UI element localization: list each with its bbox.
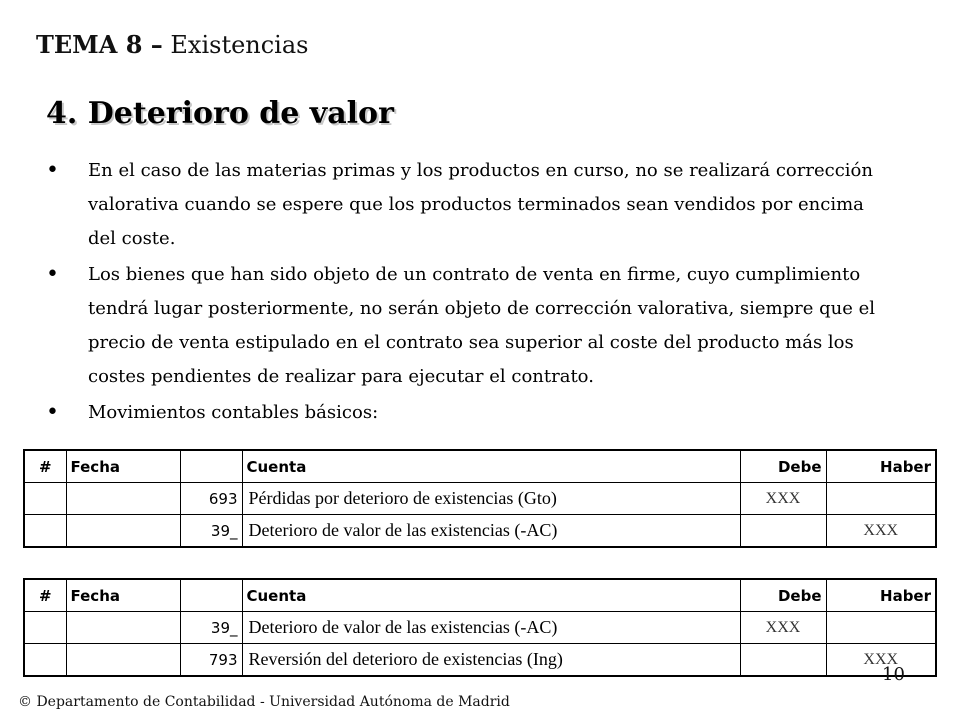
bullet-item	[44, 154, 884, 256]
cell-account-code: 39_	[180, 612, 242, 644]
bullet-icon: •	[46, 158, 59, 183]
bullet-item	[44, 258, 884, 394]
slide-title: 4. Deterioro de valor	[46, 96, 394, 131]
col-header-date: Fecha	[66, 579, 180, 612]
header-topic-bold: TEMA 8 –	[36, 30, 163, 59]
table-row	[24, 612, 936, 644]
col-header-credit: Haber	[826, 579, 936, 612]
col-header-number: #	[24, 579, 66, 612]
cell-account-code: 39_	[180, 515, 242, 548]
bullet-text: En el caso de las materias primas y los productos en curso, no se realizará corrección valorativa cuando se espere que los productos terminados sean vendidos por encima del coste.	[88, 160, 873, 249]
cell-credit	[826, 483, 936, 515]
cell-debit: XXX	[740, 483, 826, 515]
footer-copyright: © Departamento de Contabilidad - Universidad Autónoma de Madrid	[18, 694, 510, 710]
col-header-debit: Debe	[740, 450, 826, 483]
cell-account-name: Reversión del deterioro de existencias (Ing)	[242, 644, 740, 677]
cell-account-code: 693	[180, 483, 242, 515]
table-row	[24, 515, 936, 548]
bullet-item	[44, 396, 884, 430]
page-number: 10	[882, 664, 905, 685]
cell-date	[66, 612, 180, 644]
slide-header	[36, 30, 308, 59]
cell-credit: XXX	[826, 644, 936, 677]
header-topic-rest: Existencias	[170, 31, 309, 59]
cell-debit	[740, 515, 826, 548]
table-row	[24, 483, 936, 515]
cell-date	[66, 483, 180, 515]
col-header-number: #	[24, 450, 66, 483]
cell-debit	[740, 644, 826, 677]
table-header-row	[24, 579, 936, 612]
col-header-date: Fecha	[66, 450, 180, 483]
col-header-code	[180, 579, 242, 612]
bullet-text: Movimientos contables básicos:	[88, 402, 379, 423]
cell-debit: XXX	[740, 612, 826, 644]
col-header-debit: Debe	[740, 579, 826, 612]
cell-number	[24, 612, 66, 644]
cell-account-name: Deterioro de valor de las existencias (-AC)	[242, 612, 740, 644]
cell-credit: XXX	[826, 515, 936, 548]
col-header-account: Cuenta	[242, 579, 740, 612]
cell-number	[24, 483, 66, 515]
cell-number	[24, 515, 66, 548]
cell-date	[66, 644, 180, 677]
cell-number	[24, 644, 66, 677]
cell-credit	[826, 612, 936, 644]
col-header-code	[180, 450, 242, 483]
bullet-icon: •	[46, 262, 59, 287]
journal-table-2	[23, 578, 937, 677]
col-header-account: Cuenta	[242, 450, 740, 483]
table-header-row	[24, 450, 936, 483]
bullet-icon: •	[46, 400, 59, 425]
bullet-list	[44, 154, 884, 430]
cell-date	[66, 515, 180, 548]
col-header-credit: Haber	[826, 450, 936, 483]
cell-account-name: Deterioro de valor de las existencias (-AC)	[242, 515, 740, 548]
table-row	[24, 644, 936, 677]
journal-table-1	[23, 449, 937, 548]
cell-account-name: Pérdidas por deterioro de existencias (Gto)	[242, 483, 740, 515]
bullet-text: Los bienes que han sido objeto de un contrato de venta en firme, cuyo cumplimiento tendrá lugar posteriormente, no serán objeto de corrección valorativa, siempre que el precio de venta estipulado en el contrato sea superior al coste del producto más los costes pendientes de realizar para ejecutar el contrato.	[88, 264, 876, 387]
cell-account-code: 793	[180, 644, 242, 677]
